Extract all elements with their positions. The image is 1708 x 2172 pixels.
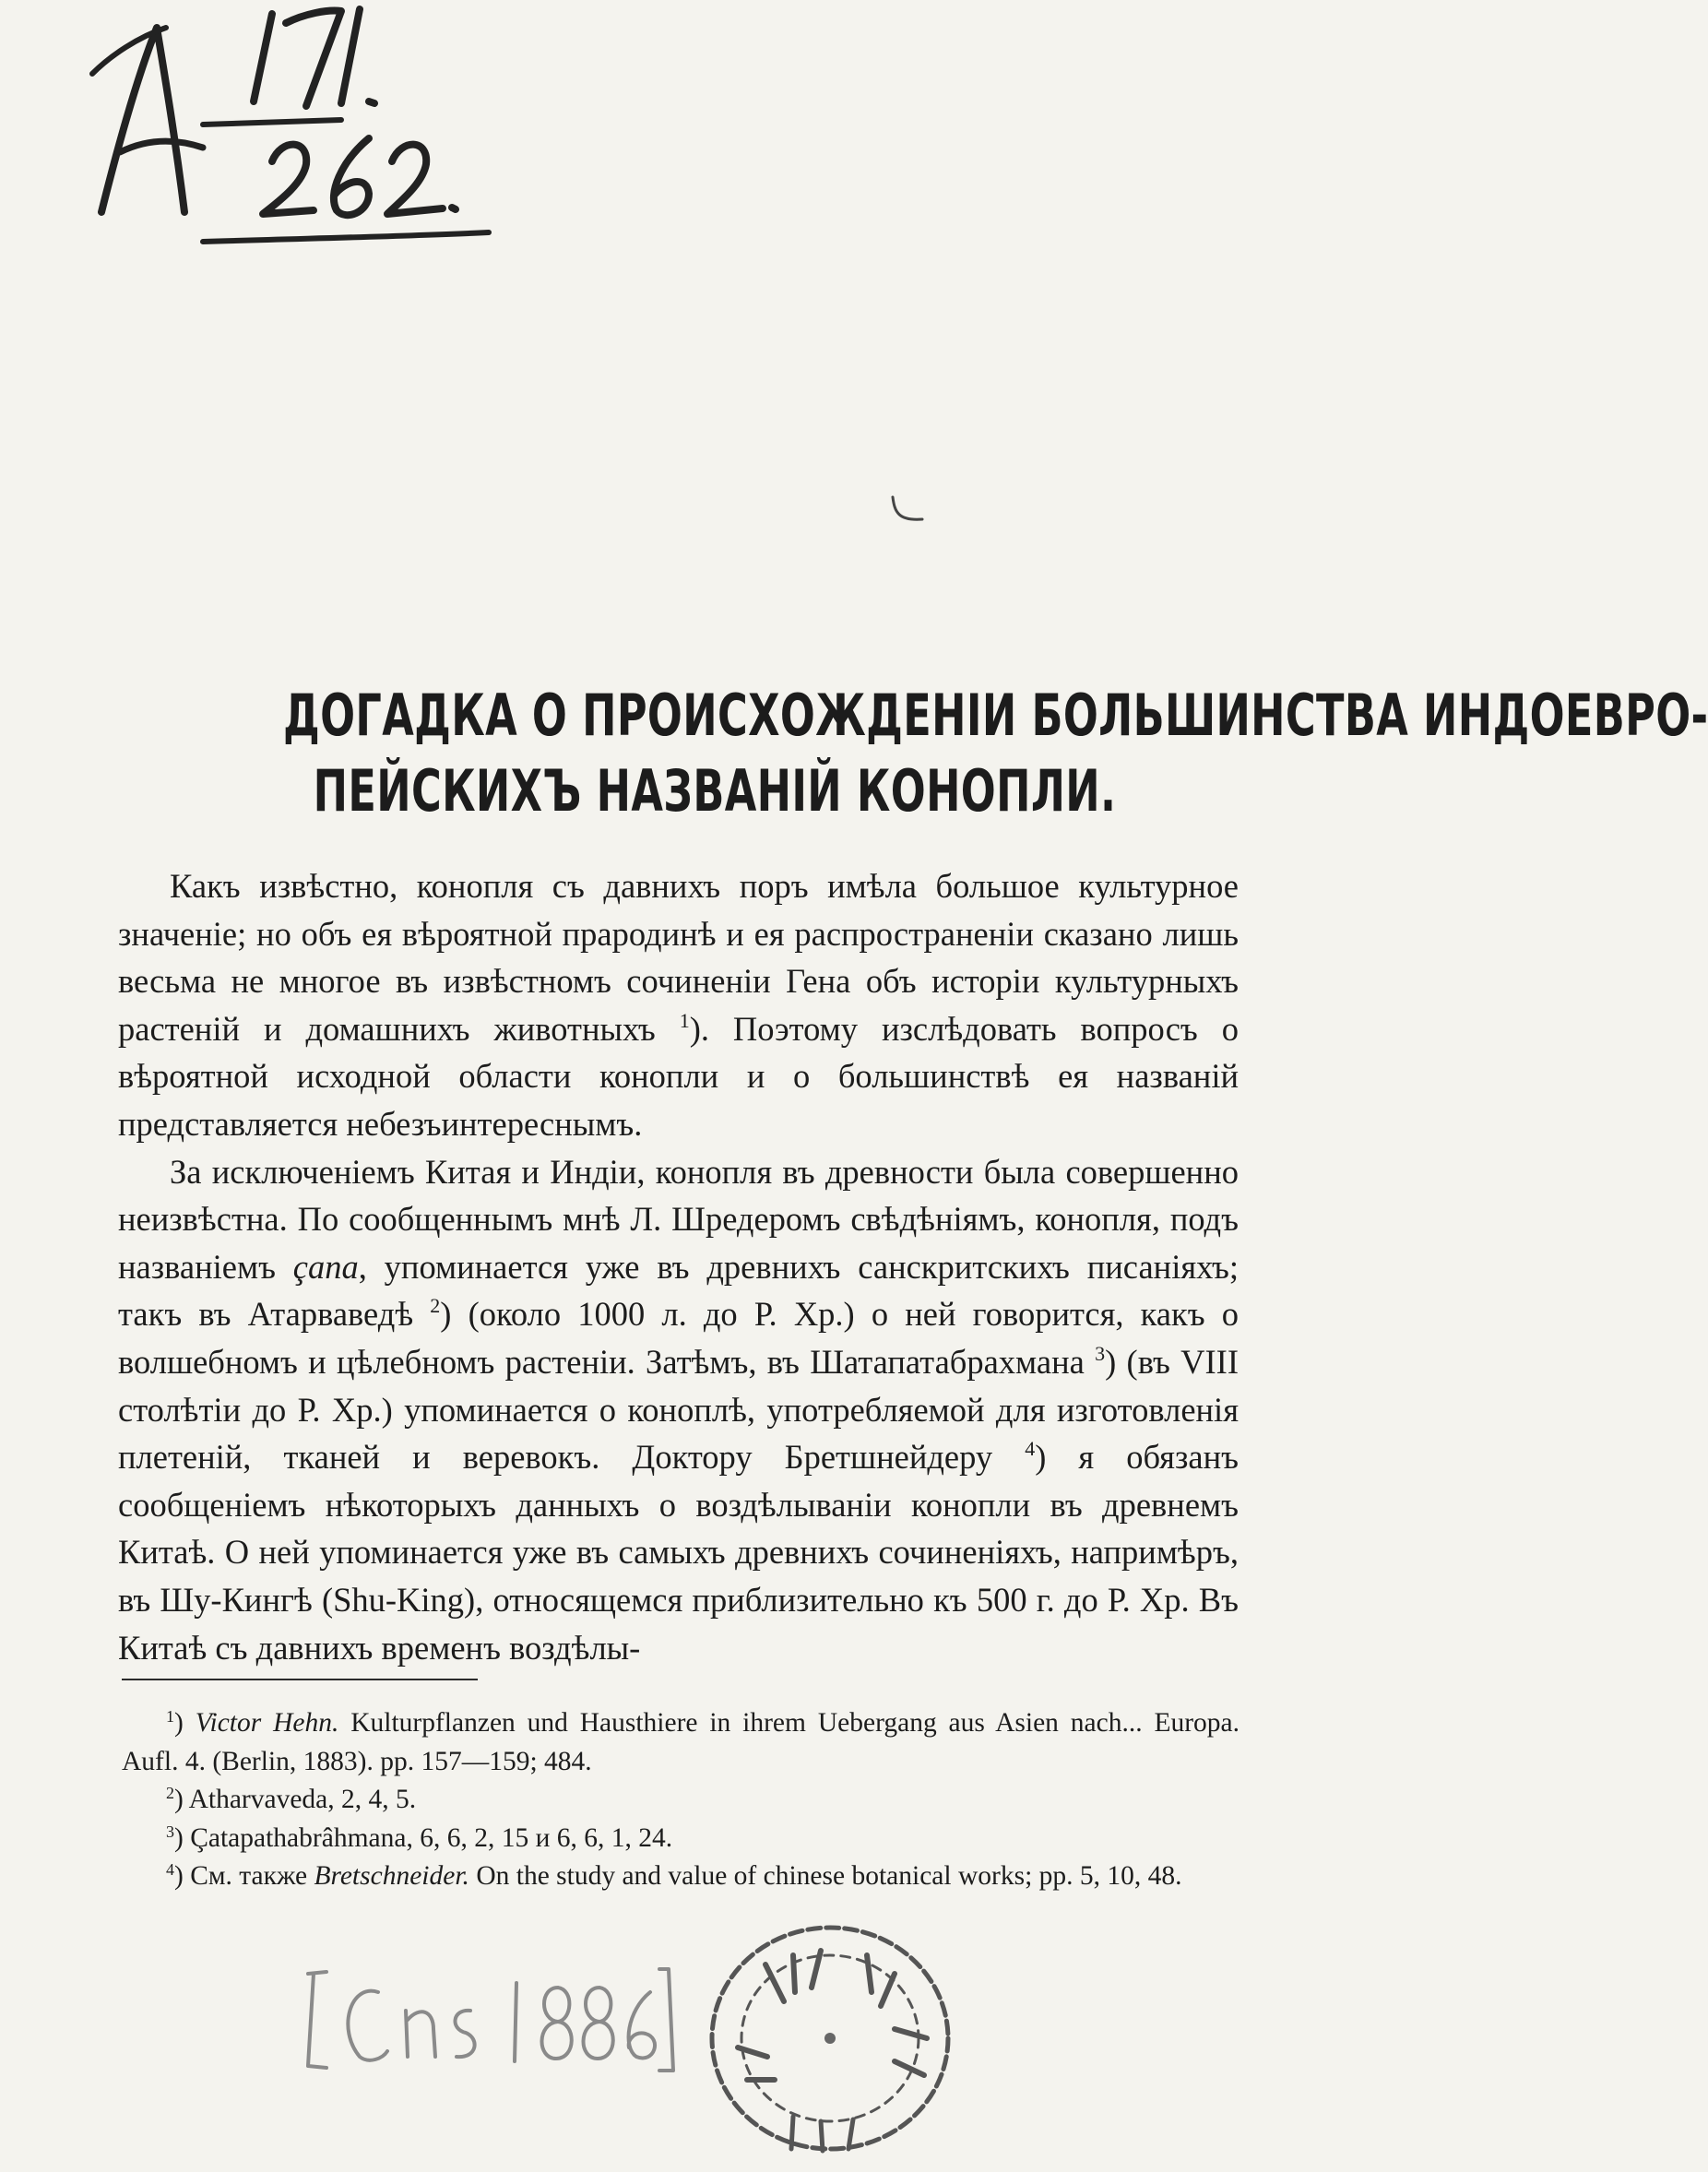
- footnote-4: $^4$) См. также Bretschneider. On the study and value of chinese botanical works; pp. 5, 10, 48.: [166, 1860, 1182, 1891]
- paragraph-text: , упоминается уже въ древнихъ санскритскихъ писаніяхъ; такъ въ Атарваведѣ: [118, 1247, 1239, 1334]
- footnote-1: $^1$) Victor Hehn. Kulturpflanzen und Hausthiere in ihrem Uebergang aus Asien nach... Europa. Aufl. 4. (Berlin, 1883). pp. 157—159; 484.: [122, 1707, 1239, 1776]
- footnote-number: 2: [166, 1784, 174, 1802]
- footnote-3: $^3$) Çatapathabrâhmana, 6, 6, 2, 15 и 6, 6, 1, 24.: [166, 1822, 673, 1853]
- paragraph-text: Какъ извѣстно, конопля съ давнихъ поръ имѣла большое культурное значеніе; но объ ея вѣроятной прародинѣ и ея распространеніи сказано лишь весьма не многое въ извѣстномъ сочиненіи Гена объ исторіи культурныхъ растеній и домашнихъ животныхъ: [118, 867, 1239, 1048]
- paragraph-text: ) я обязанъ сообщеніемъ нѣкоторыхъ данныхъ о воздѣлываніи конопли въ древнемъ Китаѣ. О ней упоминается уже въ самыхъ древнихъ сочиненіяхъ, напримѣръ, въ Шу-Кингѣ (Shu-King), относящемся приблизительно къ 500 г. до Р. Хр. Въ Китаѣ съ давнихъ временъ воздѣлы-: [118, 1438, 1239, 1667]
- footnote-author: Bretschneider.: [314, 1861, 469, 1891]
- italic-term: çana: [292, 1247, 359, 1286]
- footnote-ref-4: 4: [1025, 1437, 1036, 1461]
- article-body: [118, 862, 1239, 1671]
- paragraph-text: ). Поэтому изслѣдовать вопросъ о вѣроятной исходной области конопли и о большинствѣ ея названій представляется небезъинтереснымъ.: [118, 1009, 1239, 1143]
- footnote-number: 1: [166, 1707, 174, 1726]
- footnote-text: Çatapathabrâhmana, 6, 6, 2, 15 и 6, 6, 1, 24.: [183, 1822, 673, 1853]
- library-stamp: [682, 1900, 968, 2167]
- footnotes: [122, 1704, 1239, 1896]
- footnote-text: См. также: [183, 1861, 314, 1891]
- title-line-1: ДОГАДКА О ПРОИСХОЖДЕНІИ БОЛЬШИНСТВА ИНДОЕВРО-: [282, 682, 1708, 749]
- paragraph-1: [118, 862, 1239, 1148]
- footnote-text: Kulturpflanzen und Hausthiere in ihrem Uebergang aus Asien nach... Europa. Aufl. 4. (Berlin, 1883). pp. 157—159; 484.: [122, 1708, 1239, 1776]
- article-title: [282, 678, 1708, 829]
- paragraph-text: ) (около 1000 л. до Р. Хр.) о ней говорится, какъ о волшебномъ и цѣлебномъ растеніи. Затѣмъ, въ Шатапатабрахмана: [118, 1295, 1239, 1381]
- title-line-2: ПЕЙСКИХЪ НАЗВАНІЙ КОНОПЛИ.: [313, 757, 1117, 825]
- pencil-mark: [885, 493, 941, 530]
- footnote-text: Atharvaveda, 2, 4, 5.: [183, 1785, 417, 1814]
- paragraph-text: ) (въ VIII столѣтіи до Р. Хр.) упоминается о коноплѣ, употребляемой для изготовленія плетеній, тканей и веревокъ. Доктору Бретшнейдеру: [118, 1342, 1239, 1477]
- paragraph-text: За исключеніемъ Китая и Индіи, конопля въ древности была совершенно неизвѣстна. По сообщеннымъ мнѣ Л. Шредеромъ свѣдѣніямъ, конопля, подъ названіемъ: [118, 1152, 1239, 1286]
- paragraph-2: [118, 1148, 1239, 1672]
- footnote-author: Victor Hehn.: [195, 1708, 339, 1738]
- footnote-ref-2: 2: [430, 1294, 441, 1318]
- footnote-divider: [122, 1679, 478, 1680]
- handwritten-shelfmark: [65, 0, 526, 277]
- footnote-2: $^2$) Atharvaveda, 2, 4, 5.: [166, 1784, 417, 1814]
- footnote-number: 3: [166, 1822, 174, 1841]
- footnote-ref-1: 1: [679, 1008, 690, 1032]
- footnote-ref-3: 3: [1095, 1341, 1106, 1365]
- footnote-number: 4: [166, 1860, 174, 1879]
- footnote-text: On the study and value of chinese botanical works; pp. 5, 10, 48.: [469, 1861, 1182, 1891]
- handwritten-note: [295, 1955, 682, 2084]
